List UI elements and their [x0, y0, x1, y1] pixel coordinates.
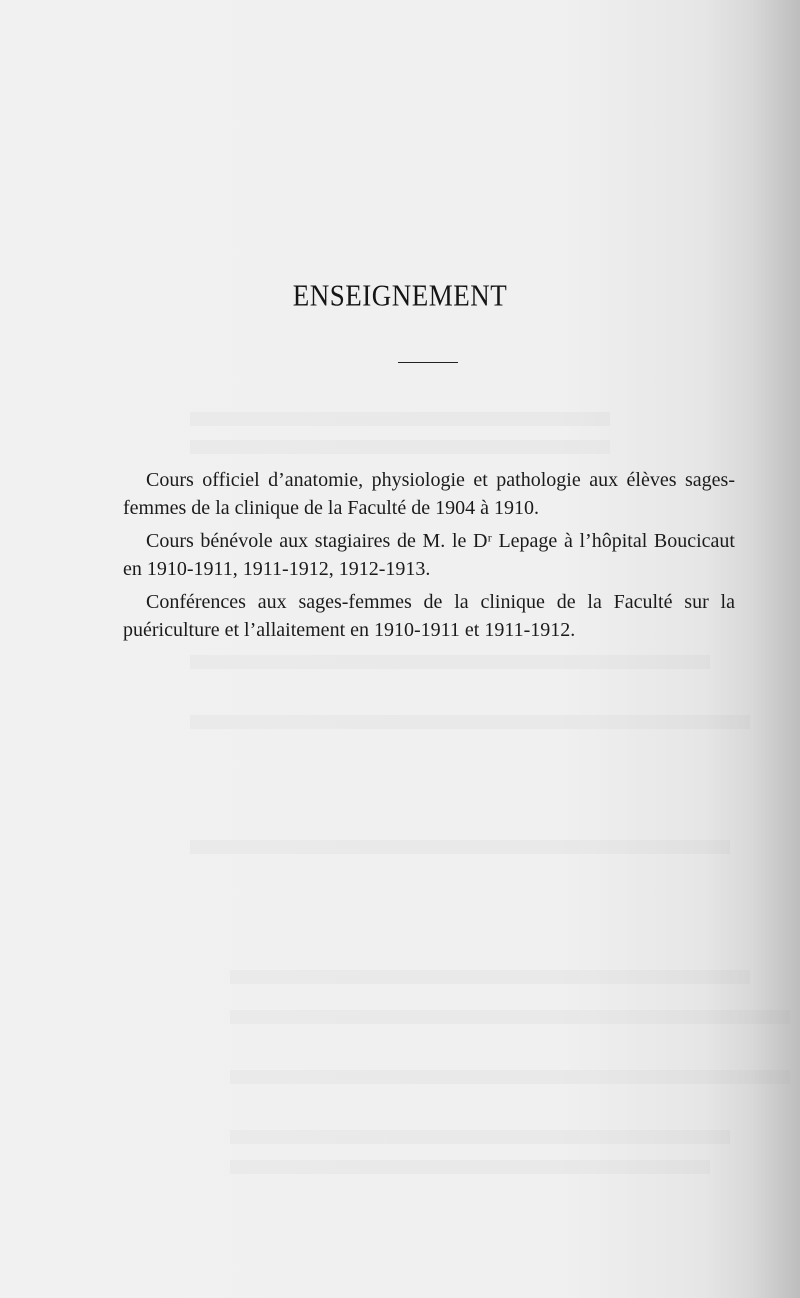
- show-through-mark: [190, 655, 710, 669]
- show-through-mark: [230, 1070, 790, 1084]
- paragraph-cours-benevole: Cours bénévole aux stagiaires de M. le Dʳ Lepage à l’hôpital Boucicaut en 1910-1911, 1911-1912, 1912-1913.: [123, 530, 735, 580]
- show-through-mark: [230, 1160, 710, 1174]
- title-rule: [398, 362, 458, 363]
- page-title: ENSEIGNEMENT: [292, 277, 508, 313]
- show-through-mark: [230, 1010, 790, 1024]
- paragraph-conferences: Conférences aux sages-femmes de la clinique de la Faculté sur la puériculture et l’allaitement en 1910-1911 et 1911-1912.: [123, 591, 735, 641]
- body-text: [123, 466, 735, 649]
- show-through-mark: [190, 412, 610, 426]
- show-through-mark: [190, 715, 750, 729]
- show-through-mark: [190, 440, 610, 454]
- show-through-mark: [230, 1130, 730, 1144]
- show-through-mark: [190, 840, 730, 854]
- paragraph-cours-officiel: Cours officiel d’anatomie, physiologie et pathologie aux élèves sages-femmes de la clinique de la Faculté de 1904 à 1910.: [123, 469, 735, 519]
- show-through-mark: [230, 970, 750, 984]
